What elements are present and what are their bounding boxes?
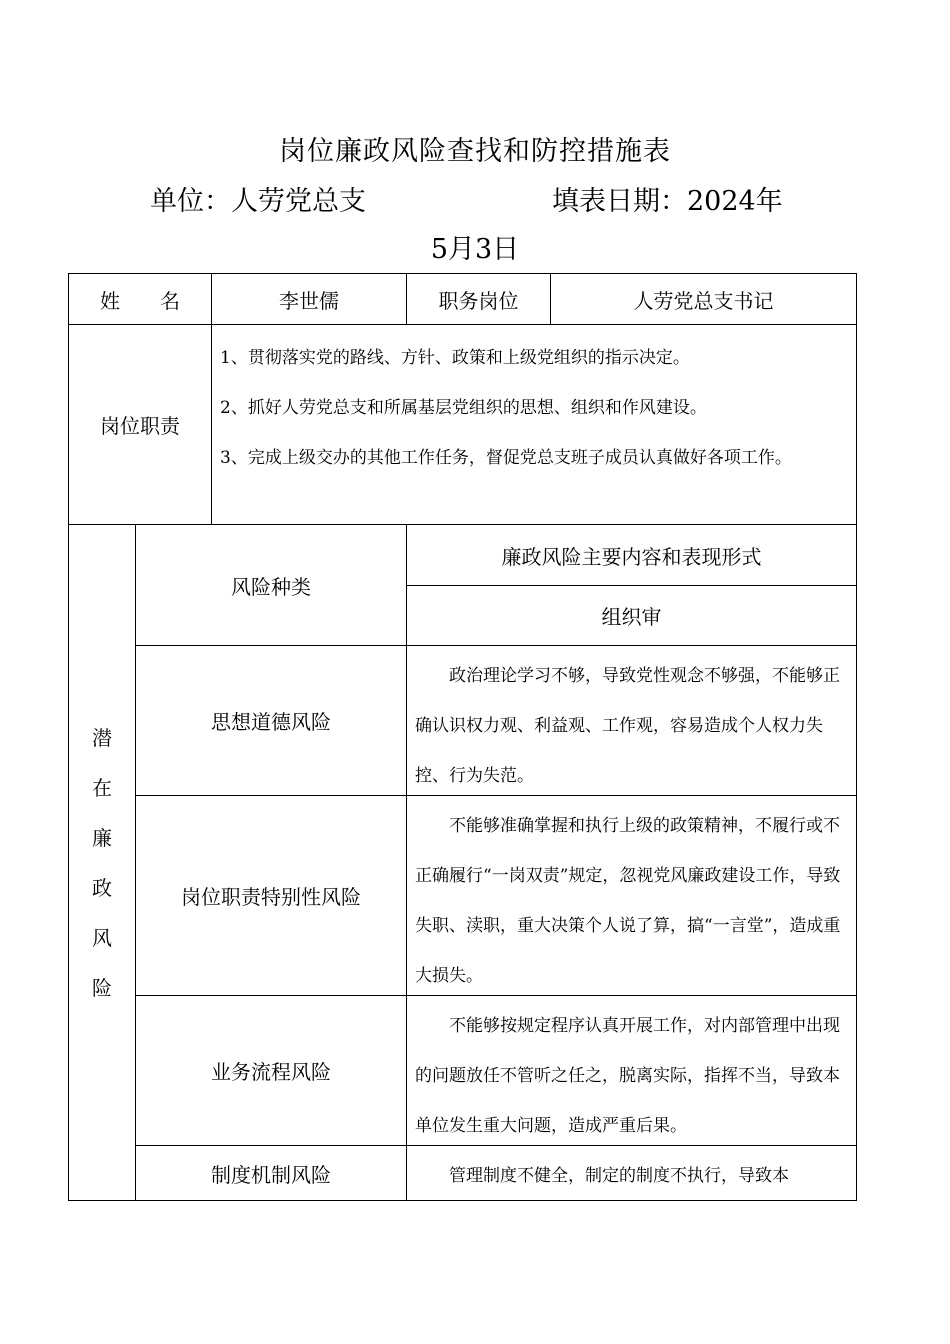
risk-type-cell (136, 646, 407, 796)
risk-type-cell (136, 996, 407, 1146)
risk-type: 岗位职责特别性风险 (181, 885, 361, 909)
risk-content: 政治理论学习不够，导致党性观念不够强，不能够正确认识权力观、利益观、工作观，容易造成个人权力失控、行为失范。 (415, 666, 840, 786)
risk-section-label-cell (69, 525, 136, 1201)
unit-label: 单位：人劳党总支 (150, 186, 366, 217)
risk-content-header-cell (407, 525, 857, 586)
fill-date-label: 填表日期：2024年 (552, 186, 783, 217)
name-value: 李世儒 (279, 288, 339, 313)
page-title: 岗位廉政风险查找和防控措施表 (279, 136, 671, 167)
risk-content: 不能够按规定程序认真开展工作，对内部管理中出现的问题放任不管听之任之，脱离实际，指挥不当，导致本单位发生重大问题，造成严重后果。 (415, 1016, 840, 1136)
duties-content-cell (212, 325, 857, 525)
risk-type-header-cell (136, 525, 407, 646)
duties-label: 岗位职责 (100, 414, 180, 438)
risk-content-cell (407, 796, 857, 996)
duties-label-cell (69, 325, 212, 525)
audit-header-cell (407, 586, 857, 646)
risk-content-cell (407, 996, 857, 1146)
fill-date-continued: 5月3日 (430, 234, 520, 265)
post-label: 职务岗位 (438, 288, 519, 313)
name-value-cell (212, 274, 407, 325)
name-label: 姓 名 (100, 288, 180, 313)
duty-item: 1、贯彻落实党的路线、方针、政策和上级党组织的指示决定。 (220, 348, 690, 368)
risk-type: 思想道德风险 (211, 710, 331, 734)
post-label-cell (407, 274, 551, 325)
post-value-cell (551, 274, 857, 325)
audit-header: 组织审 (601, 605, 662, 629)
name-label-cell (69, 274, 212, 325)
risk-type-cell (136, 796, 407, 996)
risk-section-label: 潜在廉政风险 (92, 725, 112, 1000)
post-value: 人劳党总支书记 (633, 288, 774, 313)
risk-content: 管理制度不健全，制定的制度不执行，导致本 (449, 1166, 789, 1186)
risk-type-header: 风险种类 (231, 574, 311, 599)
risk-type: 业务流程风险 (211, 1060, 331, 1084)
risk-table (68, 273, 857, 1201)
risk-content-header: 廉政风险主要内容和表现形式 (501, 544, 762, 569)
risk-type-cell (136, 1146, 407, 1201)
risk-content: 不能够准确掌握和执行上级的政策精神，不履行或不正确履行“一岗双责”规定，忽视党风廉政建设工作，导致失职、渎职，重大决策个人说了算，搞“一言堂”，造成重大损失。 (415, 816, 841, 986)
risk-content-cell (407, 1146, 857, 1201)
duty-item: 3、完成上级交办的其他工作任务，督促党总支班子成员认真做好各项工作。 (220, 448, 792, 468)
risk-type: 制度机制风险 (211, 1162, 331, 1187)
duty-item: 2、抓好人劳党总支和所属基层党组织的思想、组织和作风建设。 (220, 398, 707, 418)
risk-content-cell (407, 646, 857, 796)
